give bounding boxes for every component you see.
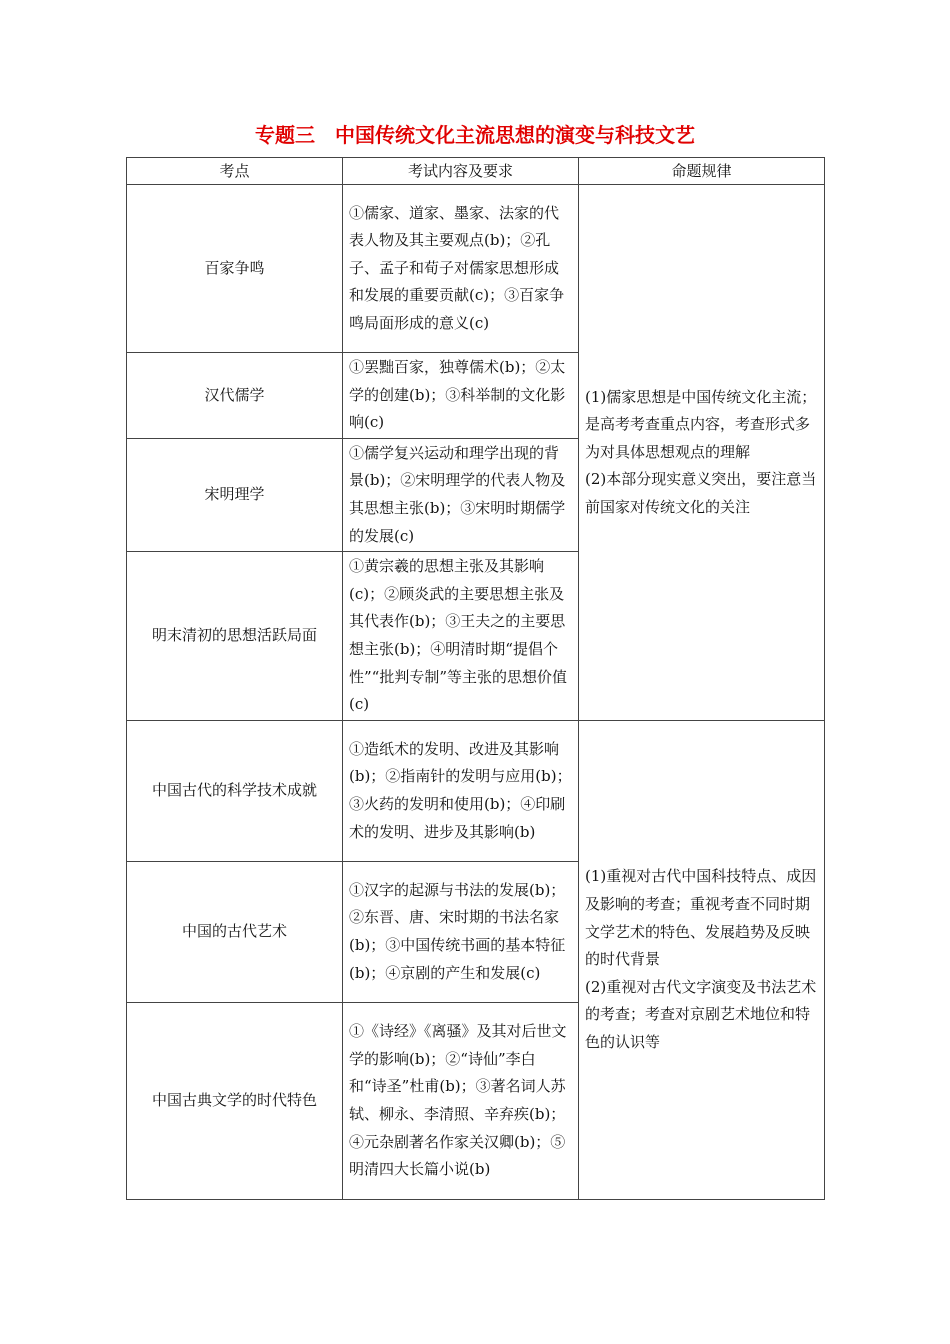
requirements-cell: ①造纸术的发明、改进及其影响(b)；②指南针的发明与应用(b)；③火药的发明和使用(b)；④印刷术的发明、进步及其影响(b) [343, 721, 579, 862]
pattern-point-1: (1)儒家思想是中国传统文化主流；是高考考查重点内容，考查形式多为对具体思想观点的理解 [585, 387, 817, 461]
table-header-row [127, 158, 825, 185]
topic-cell: 明末清初的思想活跃局面 [127, 552, 343, 721]
topic-cell: 百家争鸣 [127, 185, 343, 353]
topic-cell: 汉代儒学 [127, 353, 343, 439]
pattern-point-2: (2)重视对古代文字演变及书法艺术的考查；考查对京剧艺术地位和特色的认识等 [585, 977, 817, 1051]
pattern-cell-arts [579, 721, 825, 1200]
requirements-cell: ①汉字的起源与书法的发展(b)；②东晋、唐、宋时期的书法名家(b)；③中国传统书画的基本特征(b)；④京剧的产生和发展(c) [343, 862, 579, 1003]
pattern-point-1: (1)重视对古代中国科技特点、成因及影响的考查；重视考查不同时期文学艺术的特色、发展趋势及反映的时代背景 [585, 867, 817, 969]
topic-cell: 宋明理学 [127, 439, 343, 552]
header-requirements: 考试内容及要求 [343, 158, 579, 185]
pattern-point-2: (2)本部分现实意义突出，要注意当前国家对传统文化的关注 [585, 470, 817, 516]
page-title: 专题三 中国传统文化主流思想的演变与科技文艺 [255, 123, 695, 147]
header-pattern: 命题规律 [579, 158, 825, 185]
topic-cell: 中国古典文学的时代特色 [127, 1003, 343, 1200]
syllabus-table [126, 157, 825, 1200]
table-row [127, 721, 825, 862]
pattern-cell-thought [579, 185, 825, 721]
requirements-cell: ①《诗经》《离骚》及其对后世文学的影响(b)；②“诗仙”李白和“诗圣”杜甫(b)；③著名词人苏轼、柳永、李清照、辛弃疾(b)；④元杂剧著名作家关汉卿(b)；⑤明清四大长篇小说(b) [343, 1003, 579, 1200]
topic-cell: 中国的古代艺术 [127, 862, 343, 1003]
requirements-cell: ①罢黜百家，独尊儒术(b)；②太学的创建(b)；③科举制的文化影响(c) [343, 353, 579, 439]
table-row [127, 185, 825, 353]
requirements-cell: ①儒学复兴运动和理学出现的背景(b)；②宋明理学的代表人物及其思想主张(b)；③宋明时期儒学的发展(c) [343, 439, 579, 552]
requirements-cell: ①儒家、道家、墨家、法家的代表人物及其主要观点(b)；②孔子、孟子和荀子对儒家思想形成和发展的重要贡献(c)；③百家争鸣局面形成的意义(c) [343, 185, 579, 353]
requirements-cell: ①黄宗羲的思想主张及其影响(c)；②顾炎武的主要思想主张及其代表作(b)；③王夫之的主要思想主张(b)；④明清时期“提倡个性”“批判专制”等主张的思想价值(c) [343, 552, 579, 721]
header-topic: 考点 [127, 158, 343, 185]
topic-cell: 中国古代的科学技术成就 [127, 721, 343, 862]
